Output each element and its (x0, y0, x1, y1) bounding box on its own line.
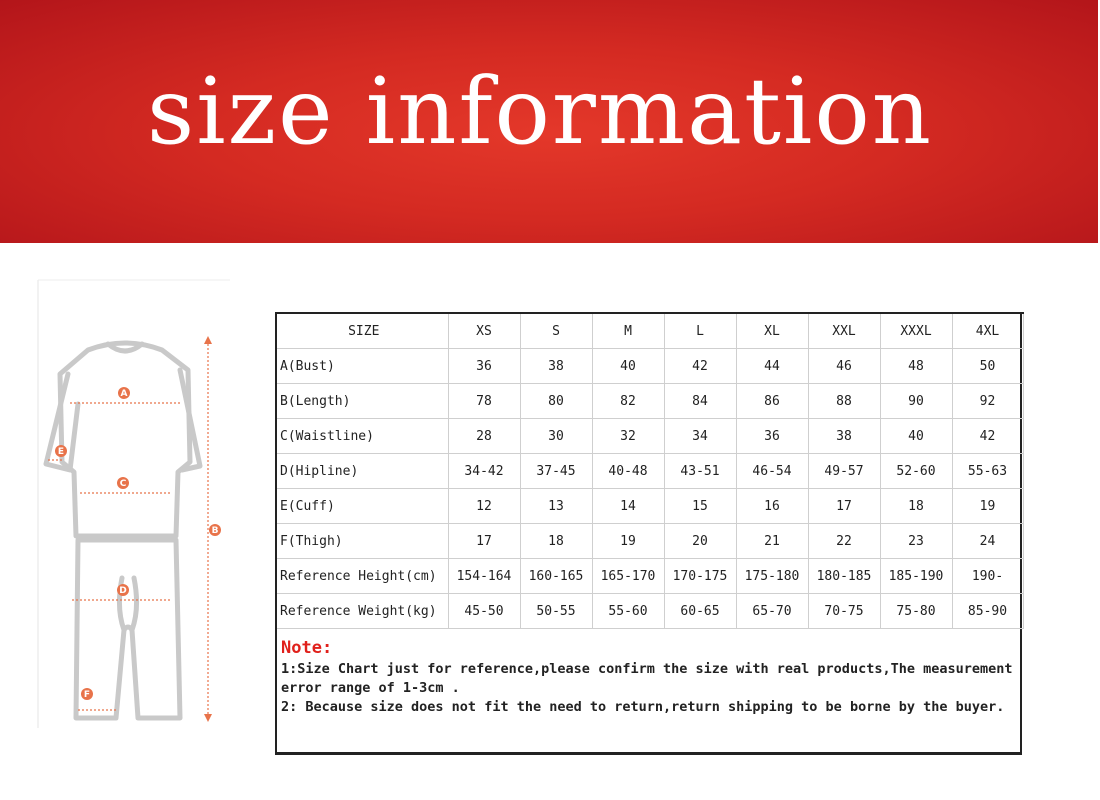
value-cell: 180-185 (808, 559, 880, 594)
note-line-1: 1:Size Chart just for reference,please confirm the size with real products,The measurement error range of 1-3cm . (281, 661, 1013, 696)
value-cell: 40-48 (592, 454, 664, 489)
value-cell: 19 (952, 489, 1023, 524)
value-cell: 46 (808, 349, 880, 384)
value-cell: 21 (736, 524, 808, 559)
value-cell: 30 (520, 419, 592, 454)
value-cell: 38 (808, 419, 880, 454)
value-cell: 20 (664, 524, 736, 559)
value-cell: 70-75 (808, 594, 880, 629)
marker-b: B (211, 526, 219, 536)
marker-f: F (83, 690, 91, 700)
marker-c: C (119, 479, 127, 489)
table-row (276, 524, 1023, 559)
row-label-cell: D(Hipline) (276, 454, 448, 489)
row-label-cell: A(Bust) (276, 349, 448, 384)
value-cell: 24 (952, 524, 1023, 559)
value-cell: 17 (448, 524, 520, 559)
size-header-cell: S (520, 313, 592, 349)
size-table (275, 312, 1024, 629)
value-cell: 14 (592, 489, 664, 524)
table-row (276, 384, 1023, 419)
note-line-2: 2: Because size does not fit the need to return,return shipping to be borne by the buyer. (281, 699, 1005, 715)
row-label-cell: F(Thigh) (276, 524, 448, 559)
value-cell: 52-60 (880, 454, 952, 489)
marker-e: E (57, 447, 65, 457)
value-cell: 65-70 (736, 594, 808, 629)
value-cell: 12 (448, 489, 520, 524)
size-header-cell: XXXL (880, 313, 952, 349)
table-row (276, 489, 1023, 524)
marker-a: A (120, 389, 128, 399)
size-header-cell: XXL (808, 313, 880, 349)
value-cell: 40 (592, 349, 664, 384)
value-cell: 15 (664, 489, 736, 524)
value-cell: 50-55 (520, 594, 592, 629)
value-cell: 45-50 (448, 594, 520, 629)
value-cell: 86 (736, 384, 808, 419)
value-cell: 42 (664, 349, 736, 384)
value-cell: 55-60 (592, 594, 664, 629)
value-cell: 160-165 (520, 559, 592, 594)
value-cell: 18 (880, 489, 952, 524)
table-row (276, 349, 1023, 384)
value-cell: 48 (880, 349, 952, 384)
value-cell: 82 (592, 384, 664, 419)
row-label-cell: Reference Weight(kg) (276, 594, 448, 629)
value-cell: 38 (520, 349, 592, 384)
marker-d: D (119, 586, 127, 596)
header-label-cell: SIZE (276, 313, 448, 349)
table-row (276, 594, 1023, 629)
garment-diagram (30, 278, 250, 730)
value-cell: 34 (664, 419, 736, 454)
value-cell: 46-54 (736, 454, 808, 489)
value-cell: 44 (736, 349, 808, 384)
row-label-cell: Reference Height(cm) (276, 559, 448, 594)
value-cell: 75-80 (880, 594, 952, 629)
value-cell: 85-90 (952, 594, 1023, 629)
value-cell: 92 (952, 384, 1023, 419)
row-label-cell: C(Waistline) (276, 419, 448, 454)
value-cell: 34-42 (448, 454, 520, 489)
value-cell: 80 (520, 384, 592, 419)
value-cell: 60-65 (664, 594, 736, 629)
value-cell: 17 (808, 489, 880, 524)
value-cell: 23 (880, 524, 952, 559)
value-cell: 190- (952, 559, 1023, 594)
value-cell: 84 (664, 384, 736, 419)
value-cell: 40 (880, 419, 952, 454)
value-cell: 165-170 (592, 559, 664, 594)
value-cell: 36 (448, 349, 520, 384)
table-header-row (276, 313, 1023, 349)
value-cell: 13 (520, 489, 592, 524)
value-cell: 154-164 (448, 559, 520, 594)
value-cell: 170-175 (664, 559, 736, 594)
table-row (276, 454, 1023, 489)
note-title: Note: (281, 638, 333, 658)
value-cell: 32 (592, 419, 664, 454)
size-header-cell: XS (448, 313, 520, 349)
value-cell: 19 (592, 524, 664, 559)
value-cell: 175-180 (736, 559, 808, 594)
value-cell: 22 (808, 524, 880, 559)
value-cell: 36 (736, 419, 808, 454)
size-header-cell: L (664, 313, 736, 349)
size-header-cell: XL (736, 313, 808, 349)
value-cell: 43-51 (664, 454, 736, 489)
value-cell: 18 (520, 524, 592, 559)
value-cell: 50 (952, 349, 1023, 384)
size-header-cell: M (592, 313, 664, 349)
title-banner (0, 0, 1100, 243)
value-cell: 88 (808, 384, 880, 419)
table-row (276, 419, 1023, 454)
table-row (276, 559, 1023, 594)
value-cell: 37-45 (520, 454, 592, 489)
banner-title: size information (146, 58, 933, 165)
value-cell: 49-57 (808, 454, 880, 489)
size-chart-panel (275, 312, 1022, 755)
value-cell: 78 (448, 384, 520, 419)
value-cell: 16 (736, 489, 808, 524)
value-cell: 185-190 (880, 559, 952, 594)
note-block (281, 639, 1019, 717)
row-label-cell: E(Cuff) (276, 489, 448, 524)
row-label-cell: B(Length) (276, 384, 448, 419)
value-cell: 42 (952, 419, 1023, 454)
value-cell: 55-63 (952, 454, 1023, 489)
value-cell: 28 (448, 419, 520, 454)
value-cell: 90 (880, 384, 952, 419)
size-header-cell: 4XL (952, 313, 1023, 349)
